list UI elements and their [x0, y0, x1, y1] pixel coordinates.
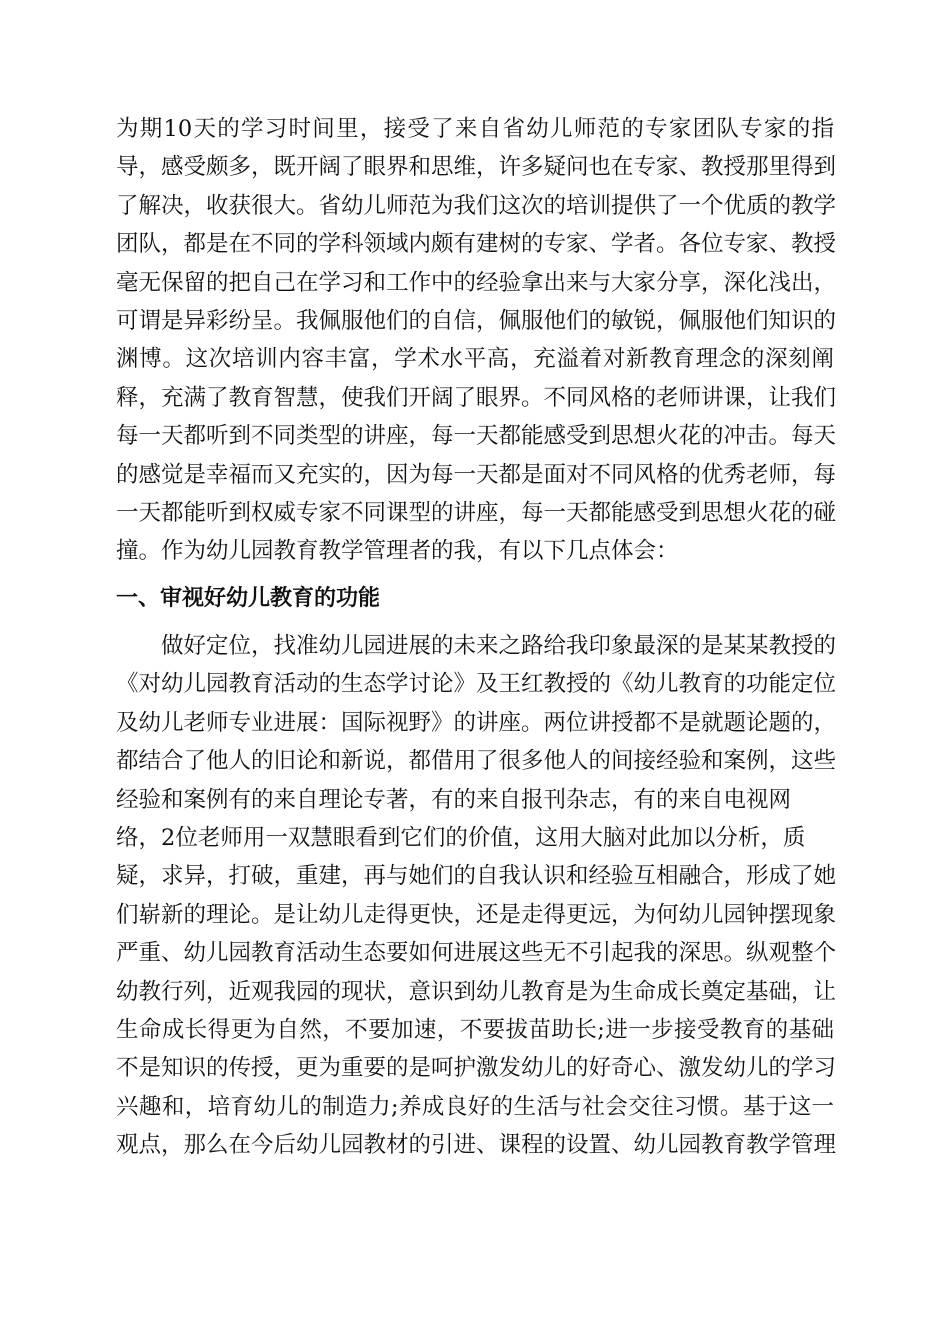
text-line: 每一天都听到不同类型的讲座，每一天都能感受到思想火花的冲击。每天 — [116, 423, 837, 450]
text-line: 释，充满了教育智慧，使我们开阔了眼界。不同风格的老师讲课，让我们 — [116, 384, 837, 411]
text-line: 团队，都是在不同的学科领域内颇有建树的专家、学者。各位专家、教授 — [116, 231, 837, 258]
text-line: 幼教行列，近观我园的现状，意识到幼儿教育是为生命成长奠定基础，让 — [116, 978, 837, 1005]
text-line: 为期10天的学习时间里，接受了来自省幼儿师范的专家团队专家的指 — [116, 116, 834, 142]
section-heading: 一、审视好幼儿教育的功能 — [116, 585, 381, 611]
text-line: 了解决，收获很大。省幼儿师范为我们这次的培训提供了一个优质的教学 — [116, 192, 837, 219]
section-paragraph — [116, 627, 837, 1164]
text-line: 做好定位，找准幼儿园进展的未来之路给我印象最深的是某某教授的 — [161, 633, 837, 660]
intro-paragraph — [116, 110, 837, 571]
text-line: 兴趣和，培育幼儿的制造力;养成良好的生活与社会交往习惯。基于这一 — [116, 1093, 834, 1120]
text-line: 的感觉是幸福而又充实的，因为每一天都是面对不同风格的优秀老师，每 — [116, 461, 837, 488]
text-line: 严重、幼儿园教育活动生态要如何进展这些无不引起我的深思。纵观整个 — [116, 940, 837, 967]
document-page — [116, 110, 837, 1165]
text-line: 一天都能听到权威专家不同课型的讲座，每一天都能感受到思想火花的碰 — [116, 499, 837, 526]
text-line: 都结合了他人的旧论和新说，都借用了很多他人的间接经验和案例，这些 — [116, 748, 837, 775]
text-line: 毫无保留的把自己在学习和工作中的经验拿出来与大家分享，深化浅出， — [116, 269, 837, 296]
text-line: 不是知识的传授，更为重要的是呵护激发幼儿的好奇心、激发幼儿的学习 — [116, 1055, 837, 1082]
text-line: 络，2位老师用一双慧眼看到它们的价值，这用大脑对此加以分析，质 — [116, 825, 806, 852]
text-line: 《对幼儿园教育活动的生态学讨论》及王红教授的《幼儿教育的功能定位 — [116, 671, 837, 698]
text-line: 导，感受颇多，既开阔了眼界和思维，许多疑问也在专家、教授那里得到 — [116, 154, 837, 181]
text-line: 们崭新的理论。是让幼儿走得更快，还是走得更远，为何幼儿园钟摆现象 — [116, 901, 837, 928]
text-line: 撞。作为幼儿园教育教学管理者的我，有以下几点体会： — [116, 538, 679, 565]
text-line: 可谓是异彩纷呈。我佩服他们的自信，佩服他们的敏锐，佩服他们知识的 — [116, 307, 837, 334]
text-line: 及幼儿老师专业进展：国际视野》的讲座。两位讲授都不是就题论题的， — [116, 709, 837, 736]
text-line: 经验和案例有的来自理论专著，有的来自报刊杂志，有的来自电视网 — [116, 786, 792, 813]
text-line: 疑，求异，打破，重建，再与她们的自我认识和经验互相融合，形成了她 — [116, 863, 837, 890]
text-line: 渊博。这次培训内容丰富，学术水平高，充溢着对新教育理念的深刻阐 — [116, 346, 834, 373]
text-line: 观点，那么在今后幼儿园教材的引进、课程的设置、幼儿园教育教学管理 — [116, 1132, 837, 1159]
text-line: 生命成长得更为自然，不要加速，不要拔苗助长;进一步接受教育的基础 — [116, 1016, 834, 1043]
